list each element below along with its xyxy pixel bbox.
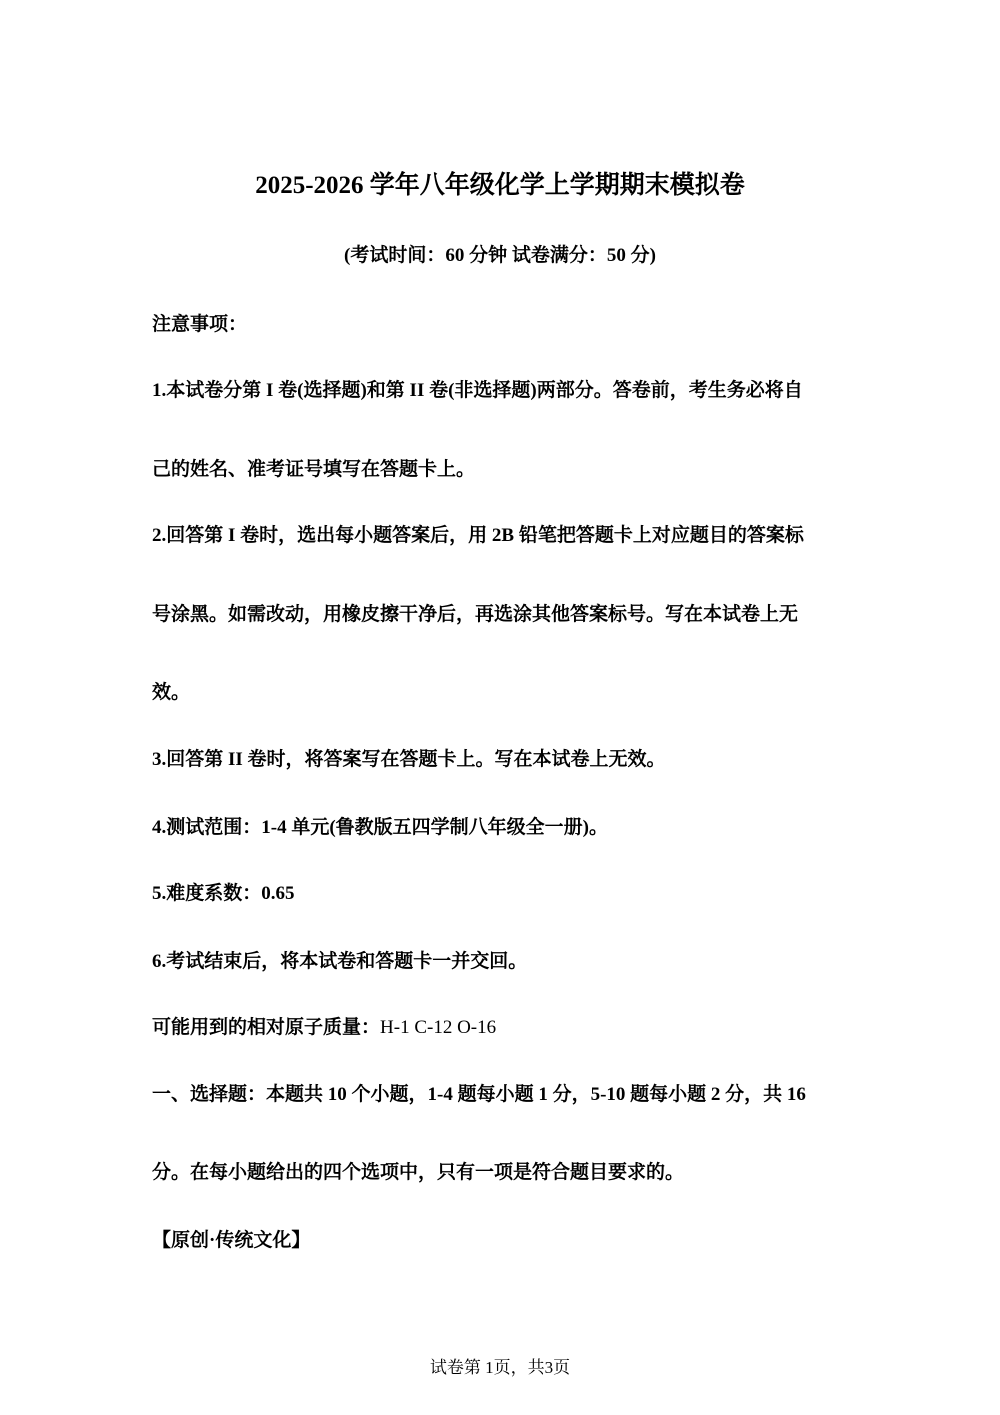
- page-footer: 试卷第 1页，共3页: [429, 1358, 571, 1377]
- notice-1-line-1: 1.本试卷分第 I 卷(选择题)和第 II 卷(非选择题)两部分。答卷前，考生务必将自: [152, 380, 803, 401]
- atomic-mass-line: [152, 1015, 496, 1041]
- notice-2-line-2: 号涂黑。如需改动，用橡皮擦干净后，再选涂其他答案标号。写在本试卷上无: [152, 604, 799, 625]
- section-one-line-2: 分。在每小题给出的四个选项中，只有一项是符合题目要求的。: [152, 1162, 685, 1183]
- section-one-line-1: 一、选择题：本题共 10 个小题，1-4 题每小题 1 分，5-10 题每小题 2 分，共 16: [152, 1084, 806, 1105]
- notice-6: 6.考试结束后，将本试卷和答题卡一并交回。: [152, 951, 528, 972]
- exam-title: 2025-2026 学年八年级化学上学期期末模拟卷: [255, 172, 745, 199]
- notice-1-line-2: 己的姓名、准考证号填写在答题卡上。: [152, 459, 476, 480]
- exam-subtitle: (考试时间：60 分钟 试卷满分：50 分): [344, 245, 656, 266]
- notice-heading: 注意事项：: [152, 314, 248, 335]
- question-tag: 【原创·传统文化】: [152, 1230, 311, 1251]
- atomic-mass-label: 可能用到的相对原子质量：: [152, 1017, 381, 1038]
- notice-3: 3.回答第 II 卷时，将答案写在答题卡上。写在本试卷上无效。: [152, 749, 666, 770]
- notice-4: 4.测试范围：1-4 单元(鲁教版五四学制八年级全一册)。: [152, 817, 608, 838]
- notice-5: 5.难度系数：0.65: [152, 883, 295, 904]
- notice-2-line-3: 效。: [152, 682, 191, 703]
- atomic-mass-values: H-1 C-12 O-16: [380, 1017, 497, 1038]
- notice-2-line-1: 2.回答第 I 卷时，选出每小题答案后，用 2B 铅笔把答题卡上对应题目的答案标: [152, 525, 804, 546]
